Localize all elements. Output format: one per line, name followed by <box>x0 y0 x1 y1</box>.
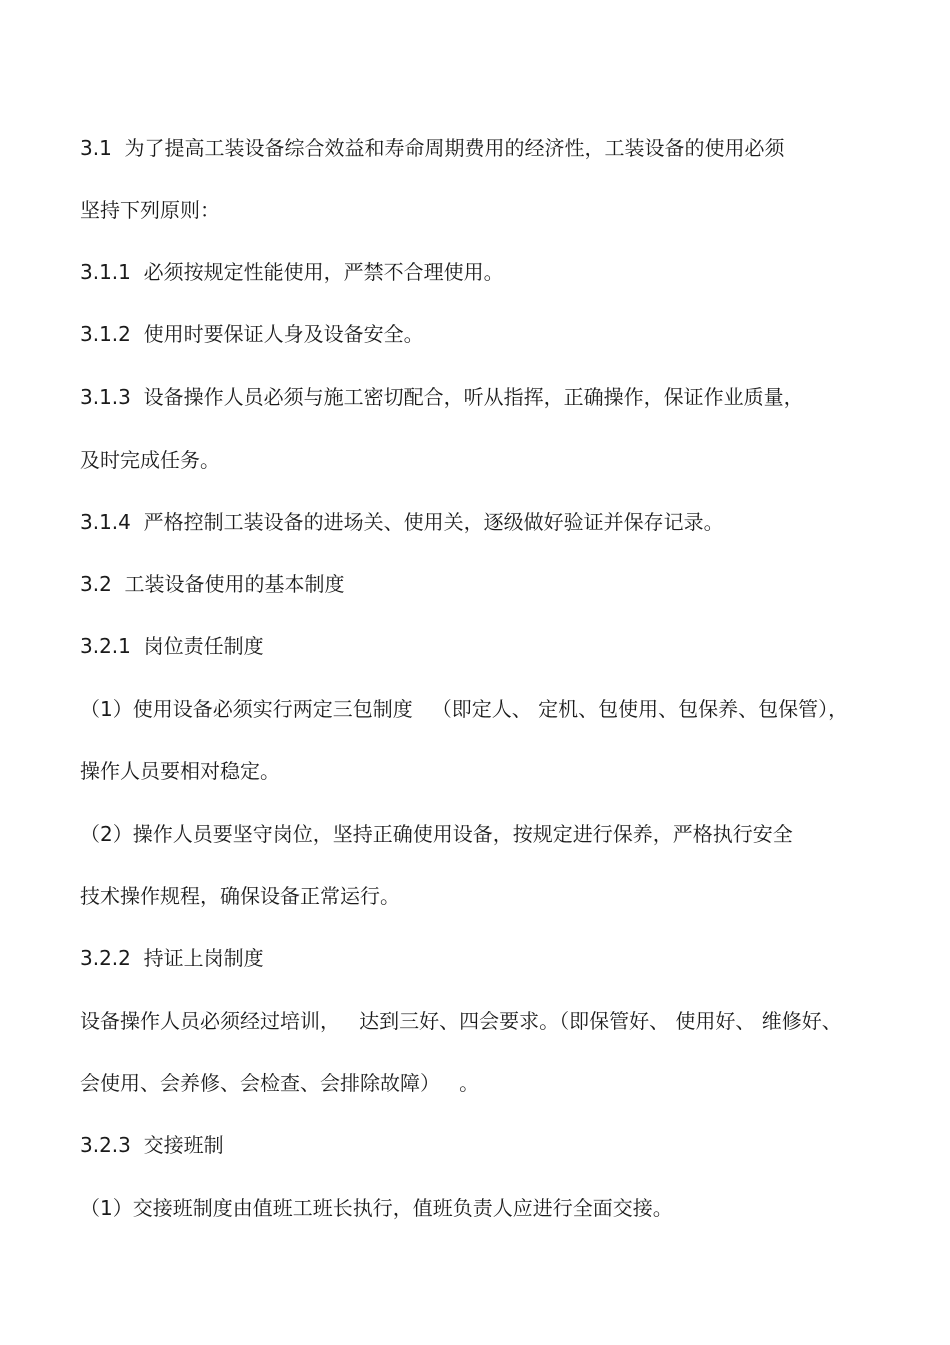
list-item-2-continued: 技术操作规程，确保设备正常运行。 <box>80 884 400 908</box>
paragraph-line-3-1-continued: 坚持下列原则： <box>80 198 220 222</box>
list-item-1-line: （1）使用设备必须实行两定三包制度 （即定人、 定机、包使用、包保养、包保管）， <box>80 697 849 721</box>
paragraph-line-3-1-3-continued: 及时完成任务。 <box>80 448 220 472</box>
list-item-handover-1: （1）交接班制度由值班工班长执行，值班负责人应进行全面交接。 <box>80 1196 673 1220</box>
paragraph-line-certification: 设备操作人员必须经过培训， 达到三好、四会要求。（即保管好、 使用好、 维修好、 <box>80 1009 842 1033</box>
list-item-2-line: （2）操作人员要坚守岗位，坚持正确使用设备，按规定进行保养，严格执行安全 <box>80 822 793 846</box>
section-heading-3-2: 3.2 工装设备使用的基本制度 <box>80 572 345 596</box>
paragraph-line-certification-continued: 会使用、会养修、会检查、会排除故障） 。 <box>80 1071 480 1095</box>
list-item-1-continued: 操作人员要相对稳定。 <box>80 759 280 783</box>
paragraph-line-3-1-4: 3.1.4 严格控制工装设备的进场关、使用关，逐级做好验证并保存记录。 <box>80 510 724 534</box>
section-heading-3-2-3: 3.2.3 交接班制 <box>80 1133 224 1157</box>
paragraph-line-3-1-3: 3.1.3 设备操作人员必须与施工密切配合，听从指挥，正确操作，保证作业质量， <box>80 385 804 409</box>
paragraph-line-3-1: 3.1 为了提高工装设备综合效益和寿命周期费用的经济性，工装设备的使用必须 <box>80 136 785 160</box>
paragraph-line-3-1-1: 3.1.1 必须按规定性能使用，严禁不合理使用。 <box>80 260 504 284</box>
paragraph-line-3-1-2: 3.1.2 使用时要保证人身及设备安全。 <box>80 322 424 346</box>
section-heading-3-2-1: 3.2.1 岗位责任制度 <box>80 634 264 658</box>
section-heading-3-2-2: 3.2.2 持证上岗制度 <box>80 946 264 970</box>
